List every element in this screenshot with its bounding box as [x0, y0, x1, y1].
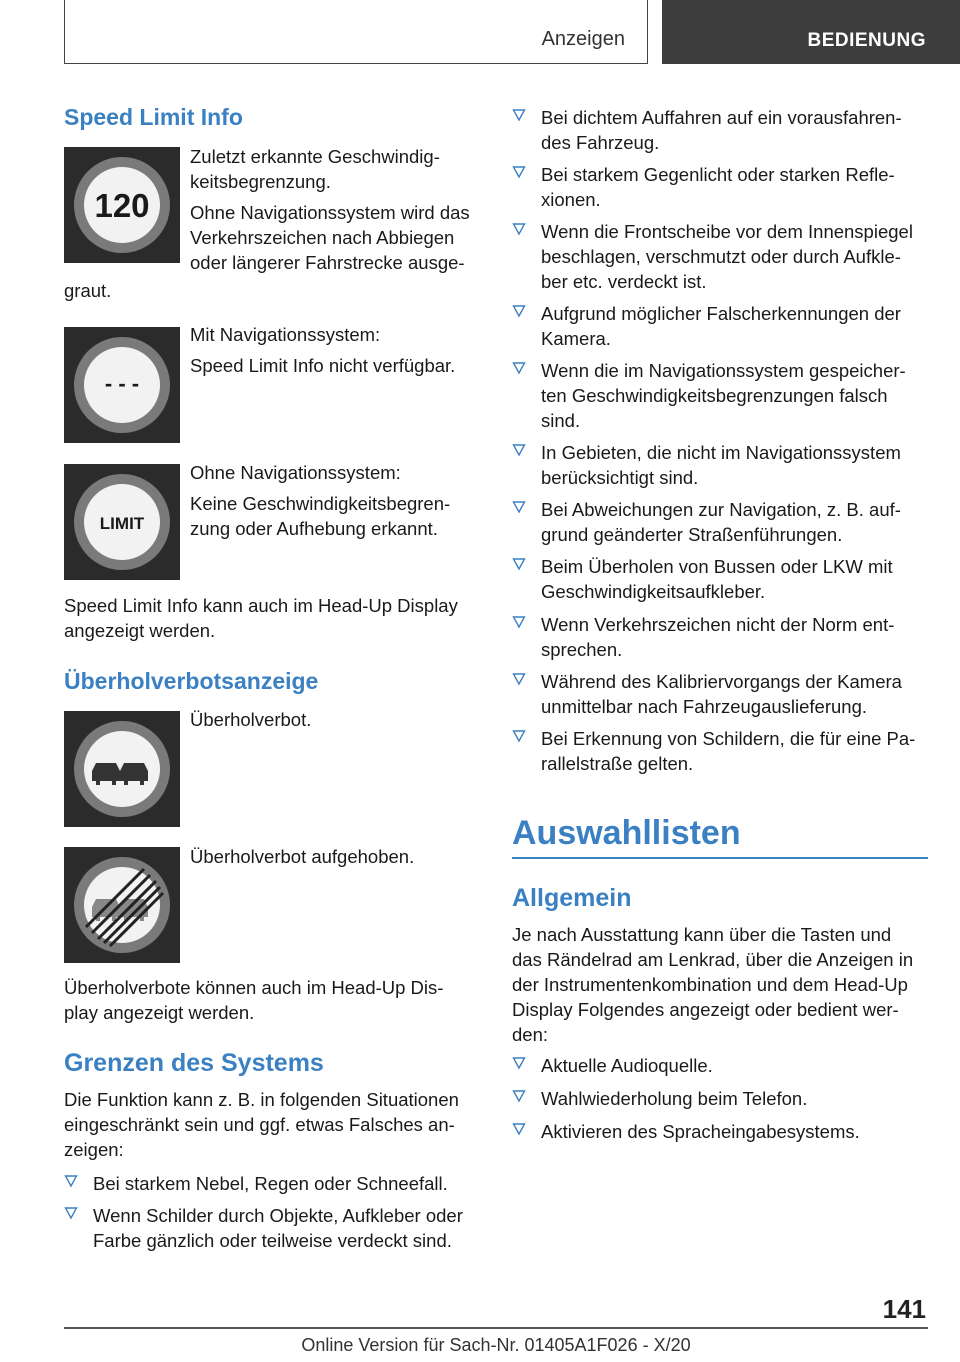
list-item-text: ten Geschwindigkeitsbegrenzungen falsch: [541, 385, 888, 406]
text-line: angezeigt werden.: [64, 620, 216, 641]
triangle-bullet-icon: [512, 361, 526, 375]
list-item-text: xionen.: [541, 189, 601, 210]
list-item-text: Bei Erkennung von Schildern, die für eine Pa-: [541, 728, 916, 749]
limits-intro: [64, 1087, 459, 1162]
triangle-bullet-icon: [512, 557, 526, 571]
no-overtaking-lifted-image: [64, 847, 180, 963]
list-item-text: Wenn die im Navigationssystem gespeicher-: [541, 360, 906, 381]
limit-sign-label: LIMIT: [99, 514, 145, 533]
list-item-text: Kamera.: [541, 328, 611, 349]
speed-limit-none-image: [64, 464, 180, 580]
limits-heading: Grenzen des Systems: [64, 1049, 324, 1077]
list-item-text: beschlagen, verschmutzt oder durch Aufkle-: [541, 246, 901, 267]
list-item-text: grund geänderter Straßenführungen.: [541, 524, 843, 545]
text-line: das Rändelrad am Lenkrad, über die Anzeigen in: [512, 949, 914, 970]
list-item-text: In Gebieten, die nicht im Navigationssystem: [541, 442, 901, 463]
triangle-bullet-icon: [512, 165, 526, 179]
text-line: Verkehrszeichen nach Abbiegen: [190, 227, 455, 248]
triangle-bullet-icon: [512, 672, 526, 686]
list-item-text: Farbe gänzlich oder teilweise verdeckt sind.: [93, 1230, 452, 1251]
triangle-bullet-icon: [512, 729, 526, 743]
general-subheading: Allgemein: [512, 884, 632, 912]
list-item-text: Bei starkem Nebel, Regen oder Schneefall.: [93, 1173, 448, 1194]
triangle-bullet-icon: [512, 1122, 526, 1136]
list-item-text: Aktivieren des Spracheingabesystems.: [541, 1121, 860, 1142]
text-line: den:: [512, 1024, 549, 1045]
text-line: eingeschränkt sein und ggf. etwas Falsches an-: [64, 1114, 455, 1135]
speed-limit-hud-text: [64, 593, 458, 643]
text-line: play angezeigt werden.: [64, 1002, 255, 1023]
footer-divider: [64, 1327, 928, 1329]
list-item-text: Aktuelle Audioquelle.: [541, 1055, 713, 1076]
text-line: Display Folgendes angezeigt oder bedient wer-: [512, 999, 899, 1020]
list-item-text: Wenn die Frontscheibe vor dem Innenspiegel: [541, 221, 913, 242]
text-line: Mit Navigationssystem:: [190, 324, 381, 345]
text-line: Die Funktion kann z. B. in folgenden Situationen: [64, 1089, 459, 1110]
speed-limit-120-image: [64, 147, 180, 263]
list-item-text: sprechen.: [541, 639, 623, 660]
text-line: Zuletzt erkannte Geschwindig-: [190, 146, 440, 167]
overtaking-hud-text: [64, 975, 443, 1025]
overtaking-item1-text: Überholverbot.: [190, 709, 312, 730]
header-section-box: [64, 0, 648, 64]
text-line: oder längerer Fahrstrecke ausge-: [190, 252, 465, 273]
text-line: Ohne Navigationssystem:: [190, 462, 401, 483]
triangle-bullet-icon: [64, 1206, 78, 1220]
triangle-bullet-icon: [512, 304, 526, 318]
header-chapter-title: BEDIENUNG: [807, 30, 926, 51]
text-line: Ohne Navigationssystem wird das: [190, 202, 470, 223]
text-line: Überholverbote können auch im Head-Up Dis-: [64, 977, 444, 998]
list-item-text: unmittelbar nach Fahrzeugauslieferung.: [541, 696, 867, 717]
triangle-bullet-icon: [512, 443, 526, 457]
triangle-bullet-icon: [512, 108, 526, 122]
page-number: 141: [882, 1294, 926, 1324]
list-item-text: Bei starkem Gegenlicht oder starken Refle-: [541, 164, 895, 185]
selection-lists-intro: [512, 922, 913, 1047]
list-item-text: Aufgrund möglicher Falscherkennungen der: [541, 303, 901, 324]
text-line: Je nach Ausstattung kann über die Tasten und: [512, 924, 892, 945]
list-item-text: des Fahrzeug.: [541, 132, 660, 153]
list-item-text: Bei Abweichungen zur Navigation, z. B. auf-: [541, 499, 901, 520]
text-line: keitsbegrenzung.: [190, 171, 331, 192]
list-item-text: rallelstraße gelten.: [541, 753, 694, 774]
text-line: zeigen:: [64, 1139, 124, 1160]
triangle-bullet-icon: [512, 615, 526, 629]
list-item-text: Bei dichtem Auffahren auf ein vorausfahren-: [541, 107, 902, 128]
speed-limit-item1-continuation: graut.: [64, 280, 112, 301]
triangle-bullet-icon: [64, 1174, 78, 1188]
header-section-title: Anzeigen: [541, 28, 625, 50]
triangle-bullet-icon: [512, 1056, 526, 1070]
selection-lists-heading: Auswahllisten: [512, 814, 741, 852]
speed-limit-value: 120: [94, 187, 150, 224]
speed-limit-item2-text: [190, 322, 455, 378]
overtaking-heading: Überholverbotsanzeige: [64, 668, 319, 694]
list-item-text: Wenn Verkehrszeichen nicht der Norm ent-: [541, 614, 895, 635]
list-item-text: sind.: [541, 410, 581, 431]
text-line: zung oder Aufhebung erkannt.: [190, 518, 438, 539]
list-item-text: berücksichtigt sind.: [541, 467, 699, 488]
speed-limit-item1-text: [190, 144, 470, 275]
triangle-bullet-icon: [512, 1089, 526, 1103]
overtaking-item2-text: Überholverbot aufgehoben.: [190, 846, 415, 867]
no-overtaking-image: [64, 711, 180, 827]
list-item-text: Während des Kalibriervorgangs der Kamera: [541, 671, 902, 692]
header-chapter-box: [662, 0, 960, 64]
list-item-text: Geschwindigkeitsaufkleber.: [541, 581, 766, 602]
footer-version-text: Online Version für Sach-Nr. 01405A1F026 - X/20: [301, 1335, 691, 1355]
list-item-text: ber etc. verdeckt ist.: [541, 271, 707, 292]
heading-divider: [512, 857, 928, 859]
text-line: Keine Geschwindigkeitsbegren-: [190, 493, 451, 514]
list-item-text: Wenn Schilder durch Objekte, Aufkleber oder: [93, 1205, 463, 1226]
speed-limit-heading: Speed Limit Info: [64, 104, 243, 130]
speed-limit-dashes: - - -: [104, 371, 140, 396]
list-item-text: Beim Überholen von Bussen oder LKW mit: [541, 556, 893, 577]
text-line: der Instrumentenkombination und dem Head-Up: [512, 974, 908, 995]
speed-limit-item3-text: [190, 460, 450, 541]
triangle-bullet-icon: [512, 222, 526, 236]
speed-limit-unavailable-image: [64, 327, 180, 443]
triangle-bullet-icon: [512, 500, 526, 514]
text-line: Speed Limit Info kann auch im Head-Up Display: [64, 595, 458, 616]
text-line: Speed Limit Info nicht verfügbar.: [190, 355, 456, 376]
list-item-text: Wahlwiederholung beim Telefon.: [541, 1088, 808, 1109]
